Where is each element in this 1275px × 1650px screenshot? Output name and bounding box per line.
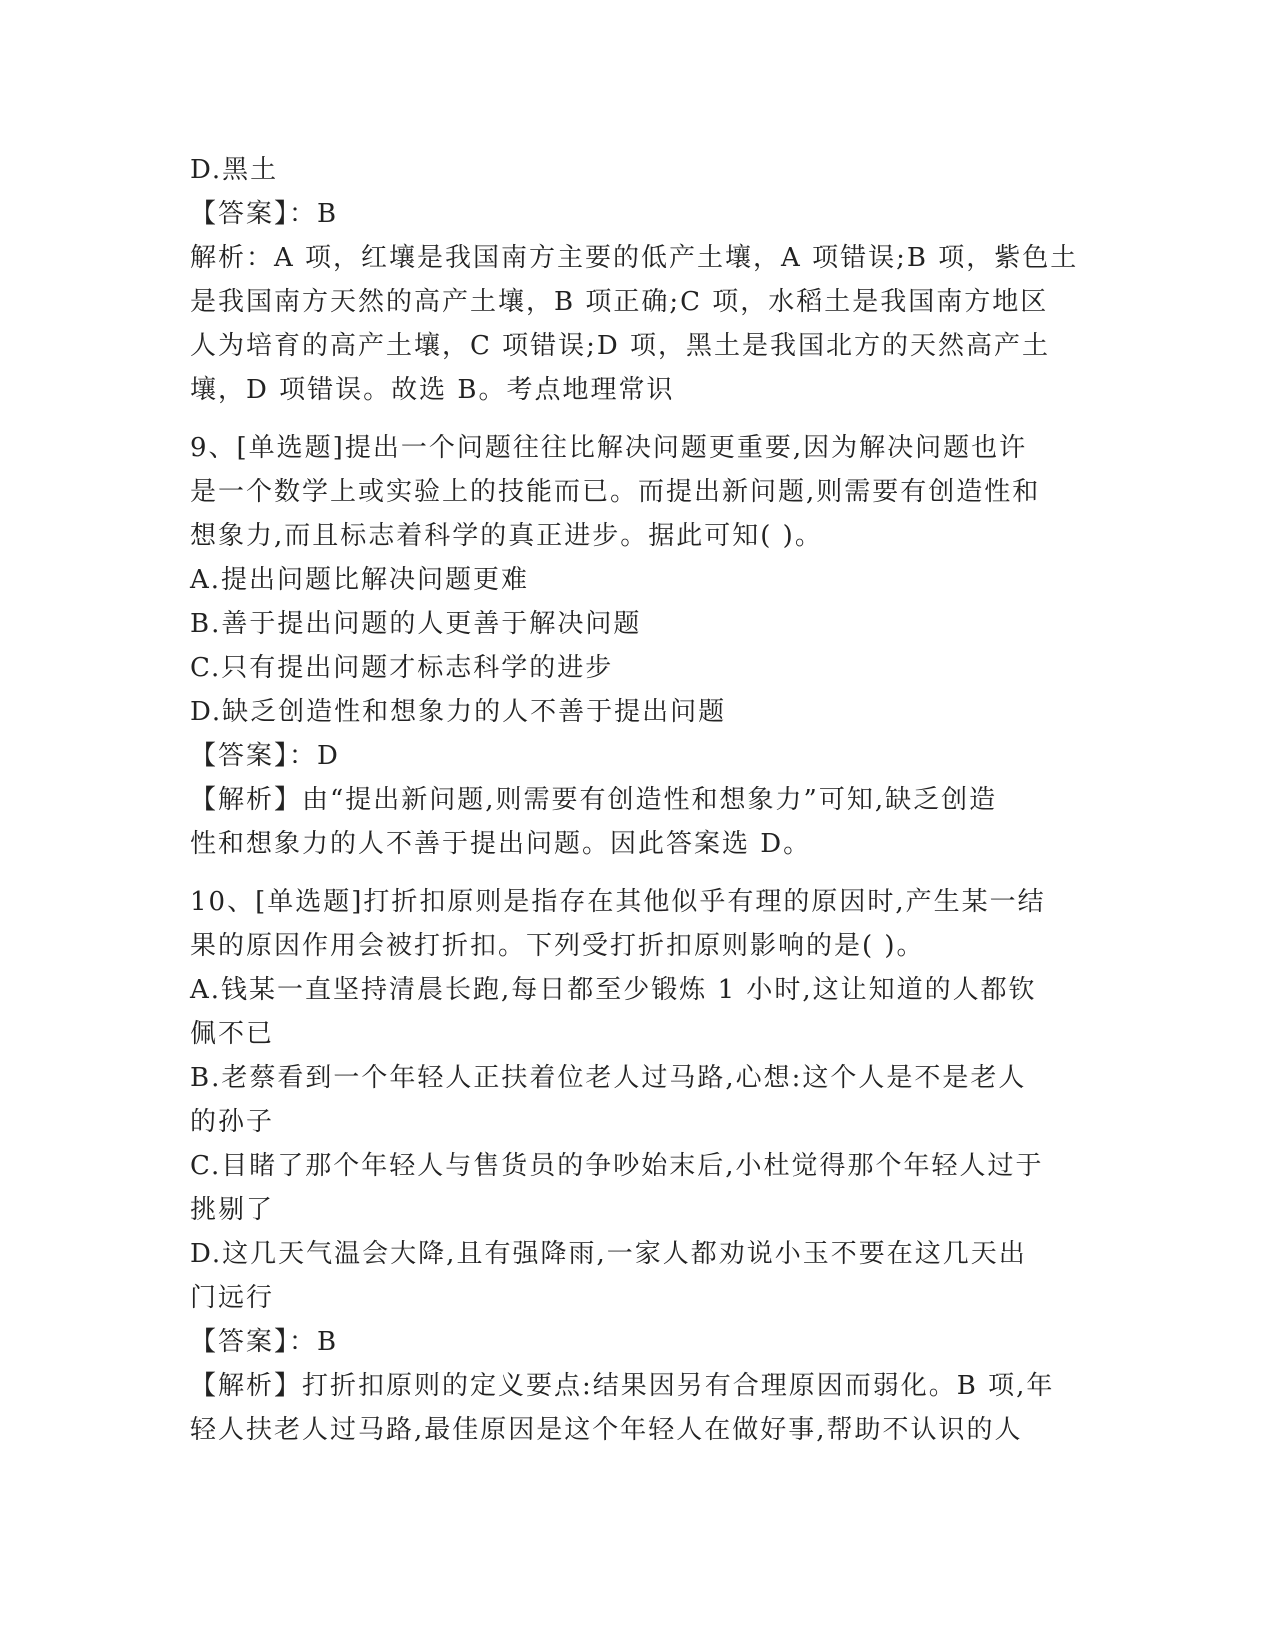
q8-explanation-line: 解析：A 项，红壤是我国南方主要的低产土壤，A 项错误;B 项，紫色土 — [190, 243, 1079, 273]
q9-option-c: C.只有提出问题才标志科学的进步 — [190, 653, 614, 683]
q10-option-d: D.这几天气温会大降,且有强降雨,一家人都劝说小玉不要在这几天出 — [190, 1239, 1027, 1269]
q10-option-a-cont: 佩不已 — [190, 1019, 275, 1049]
q10-option-c: C.目睹了那个年轻人与售货员的争吵始末后,小杜觉得那个年轻人过于 — [190, 1151, 1044, 1181]
q10-stem-line: 10、[单选题]打折扣原则是指存在其他似乎有理的原因时,产生某一结 — [190, 887, 1046, 917]
q10-option-b: B.老蔡看到一个年轻人正扶着位老人过马路,心想:这个人是不是老人 — [190, 1063, 1027, 1093]
q10-answer: 【答案】：B — [190, 1327, 339, 1357]
q8-answer: 【答案】：B — [190, 199, 339, 229]
q9-option-b: B.善于提出问题的人更善于解决问题 — [190, 609, 642, 639]
q9-option-d: D.缺乏创造性和想象力的人不善于提出问题 — [190, 697, 727, 727]
q9-stem-line: 9、[单选题]提出一个问题往往比解决问题更重要,因为解决问题也许 — [190, 433, 1028, 463]
q10-option-c-cont: 挑剔了 — [190, 1195, 275, 1225]
q9-answer: 【答案】：D — [190, 741, 340, 771]
q9-stem-line: 是一个数学上或实验上的技能而已。而提出新问题,则需要有创造性和 — [190, 477, 1041, 507]
document-page — [190, 148, 1090, 1452]
q10-option-a: A.钱某一直坚持清晨长跑,每日都至少锻炼 1 小时,这让知道的人都钦 — [190, 975, 1037, 1005]
q9-option-a: A.提出问题比解决问题更难 — [190, 565, 530, 595]
q10-stem-line: 果的原因作用会被打折扣。下列受打折扣原则影响的是( )。 — [190, 931, 925, 961]
q10-explanation-line: 【解析】打折扣原则的定义要点:结果因另有合理原因而弱化。B 项,年 — [190, 1371, 1055, 1401]
q10-option-b-cont: 的孙子 — [190, 1107, 275, 1137]
q8-explanation-line: 人为培育的高产土壤，C 项错误;D 项，黑土是我国北方的天然高产土 — [190, 331, 1051, 361]
section-gap — [190, 866, 1090, 880]
q10-explanation-line: 轻人扶老人过马路,最佳原因是这个年轻人在做好事,帮助不认识的人 — [190, 1415, 1023, 1445]
q9-explanation-line: 【解析】由“提出新问题,则需要有创造性和想象力”可知,缺乏创造 — [190, 785, 998, 815]
q9-explanation-line: 性和想象力的人不善于提出问题。因此答案选 D。 — [190, 829, 812, 859]
section-gap — [190, 412, 1090, 426]
q10-option-d-cont: 门远行 — [190, 1283, 275, 1313]
q9-stem-line: 想象力,而且标志着科学的真正进步。据此可知( )。 — [190, 521, 823, 551]
q8-option-d: D.黑土 — [190, 155, 279, 185]
q8-explanation-line: 壤，D 项错误。故选 B。考点地理常识 — [190, 375, 675, 405]
q8-explanation-line: 是我国南方天然的高产土壤，B 项正确;C 项，水稻土是我国南方地区 — [190, 287, 1049, 317]
